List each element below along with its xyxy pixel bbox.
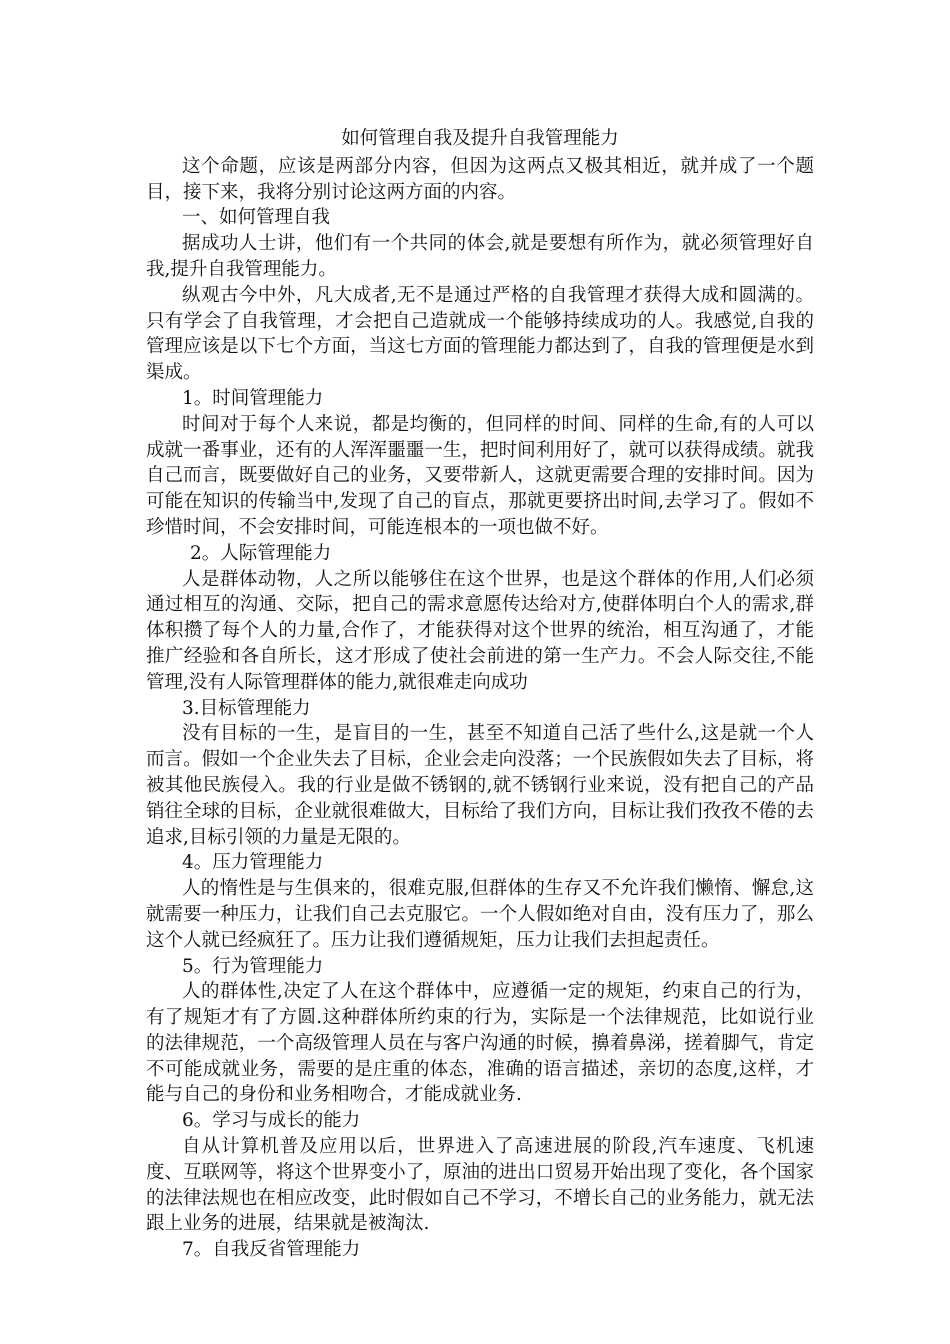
heading-learning-growth: 6。学习与成长的能力 [182,1110,361,1132]
intro-paragraph: 这个命题，应该是两部分内容，但因为这两点又极其相近，就并成了一个题目，接下来，我将分别讨论这两方面的内容。 [146,155,814,203]
heading-behavior-management: 5。行为管理能力 [182,955,324,977]
section-heading-manage-self: 一、如何管理自我 [182,207,331,229]
paragraph-successful-people: 据成功人士讲，他们有一个共同的体会,就是要想有所作为，就必须管理好自我,提升自我管理能力。 [146,233,814,280]
paragraph-interpersonal-management: 人是群体动物，人之所以能够住在这个世界，也是这个群体的作用,人们必须通过相互的沟通、交际，把自己的需求意愿传达给对方,使群体明白个人的需求,群体积攒了每个人的力量,合作了，才能获得对这个世界的统治，相互沟通了，才能推广经验和各自所长，这才形成了使社会前进的第一生产力。不会人际交往,不能管理,没有人际管理群体的能力,就很难走向成功 [146,568,814,693]
paragraph-goal-management: 没有目标的一生，是盲目的一生，甚至不知道自己活了些什么,这是就一个人而言。假如一个企业失去了目标，企业会走向没落；一个民族假如失去了目标，将被其他民族侵入。我的行业是做不锈钢的,就不锈钢行业来说，没有把自己的产品销往全球的目标，企业就很难做大，目标给了我们方向，目标让我们孜孜不倦的去追求,目标引领的力量是无限的。 [146,723,814,848]
paragraph-time-management: 时间对于每个人来说，都是均衡的，但同样的时间、同样的生命,有的人可以成就一番事业，还有的人浑浑噩噩一生，把时间利用好了，就可以获得成绩。就我自己而言，既要做好自己的业务，又要带新人，这就更需要合理的安排时间。因为可能在知识的传输当中,发现了自己的盲点，那就更要挤出时间,去学习了。假如不珍惜时间，不会安排时间，可能连根本的一项也做不好。 [146,413,814,538]
heading-pressure-management: 4。压力管理能力 [182,852,324,874]
paragraph-behavior-management: 人的群体性,决定了人在这个群体中，应遵循一定的规矩，约束自己的行为，有了规矩才有了方圆.这种群体所约束的行为，实际是一个法律规范，比如说行业的法律规范，一个高级管理人员在与客户沟通的时候，擤着鼻涕，搓着脚气，肯定不可能成就业务，需要的是庄重的体态，准确的语言描述，亲切的态度,这样，才能与自己的身份和业务相吻合，才能成就业务. [146,981,814,1106]
heading-interpersonal-management: 2。人际管理能力 [190,542,332,564]
paragraph-pressure-management: 人的惰性是与生俱来的，很难克服,但群体的生存又不允许我们懒惰、懈怠,这就需要一种压力，让我们自己去克服它。一个人假如绝对自由，没有压力了，那么这个人就已经疯狂了。压力让我们遵循规矩，压力让我们去担起责任。 [146,878,814,951]
document-body [146,126,814,1263]
paragraph-learning-growth: 自从计算机普及应用以后，世界进入了高速进展的阶段,汽车速度、飞机速度、互联网等，将这个世界变小了，原油的进出口贸易开始出现了变化，各个国家的法律法规也在相应改变，此时假如自己不学习，不增长自己的业务能力，就无法跟上业务的进展，结果就是被淘汰. [146,1136,814,1235]
heading-time-management: 1。时间管理能力 [182,387,324,409]
paragraph-overview: 纵观古今中外，凡大成者,无不是通过严格的自我管理才获得大成和圆满的。只有学会了自我管理，才会把自己造就成一个能够持续成功的人。我感觉,自我的管理应该是以下七个方面，当这七方面的管理能力都达到了，自我的管理便是水到渠成。 [146,284,814,384]
heading-self-reflection: 7。自我反省管理能力 [182,1239,361,1261]
document-title: 如何管理自我及提升自我管理能力 [341,128,619,149]
heading-goal-management: 3.目标管理能力 [182,697,311,719]
